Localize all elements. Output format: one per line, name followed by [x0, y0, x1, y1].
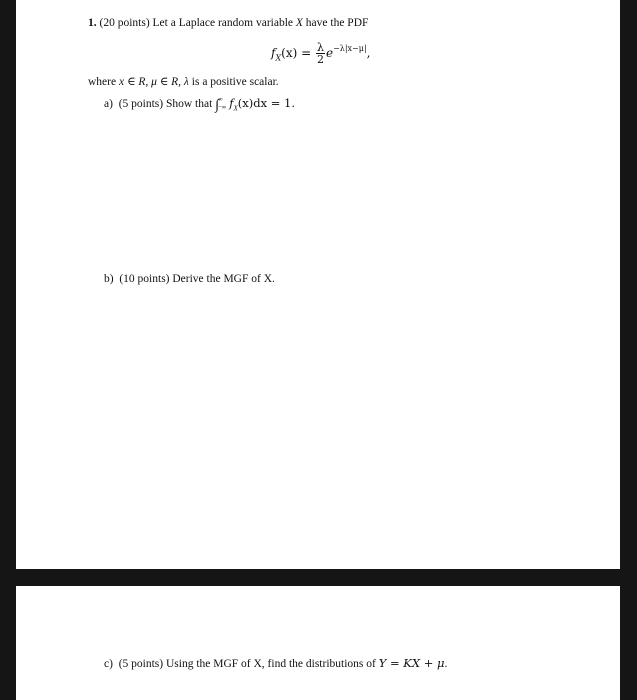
problem-intro-end: have the PDF [302, 17, 369, 29]
pdf-formula [271, 38, 370, 69]
integral-icon: ∫ [215, 98, 220, 113]
integral-lower: −∞ [218, 104, 227, 112]
integrand-rest: (x)dx = 1. [237, 96, 295, 110]
problem-statement [88, 16, 368, 30]
formula-f: f [271, 46, 276, 60]
part-c [104, 656, 447, 671]
integrand-sub: X [233, 104, 238, 113]
part-b-label: b) [104, 273, 114, 285]
fraction-numerator: λ [316, 41, 324, 54]
integral-upper: ∞ [218, 96, 223, 104]
formula-exponent: −λ|x−μ| [333, 44, 367, 53]
where-math: x ∈ R, μ ∈ R, λ [118, 76, 189, 88]
part-c-label: c) [104, 658, 113, 670]
formula-base: e [325, 46, 334, 60]
where-suffix: is a positive scalar. [188, 76, 279, 88]
part-c-math: Y = KX + μ [378, 656, 445, 670]
problem-number: 1. [88, 17, 97, 29]
formula-trail: , [366, 46, 371, 60]
variable-x: X [295, 17, 303, 29]
where-prefix: where [88, 76, 119, 88]
page-1 [16, 0, 620, 569]
page-2 [16, 586, 620, 700]
part-a [104, 96, 295, 115]
where-clause [88, 75, 279, 89]
part-c-text: (5 points) Using the MGF of X, find the distributions of [118, 658, 379, 670]
problem-intro: (20 points) Let a Laplace random variable [99, 17, 296, 29]
part-c-trail: . [444, 658, 448, 670]
formula-f-sub: X [275, 53, 282, 63]
formula-arg: (x) = [281, 46, 315, 60]
integrand-f: f [229, 96, 234, 110]
part-a-label: a) [104, 98, 113, 110]
part-b-text: (10 points) Derive the MGF of X. [119, 273, 275, 285]
part-b [104, 272, 275, 286]
formula-fraction [316, 42, 325, 65]
fraction-denominator: 2 [316, 53, 324, 66]
integral-limits [218, 96, 226, 112]
part-a-text: (5 points) Show that [118, 98, 216, 110]
